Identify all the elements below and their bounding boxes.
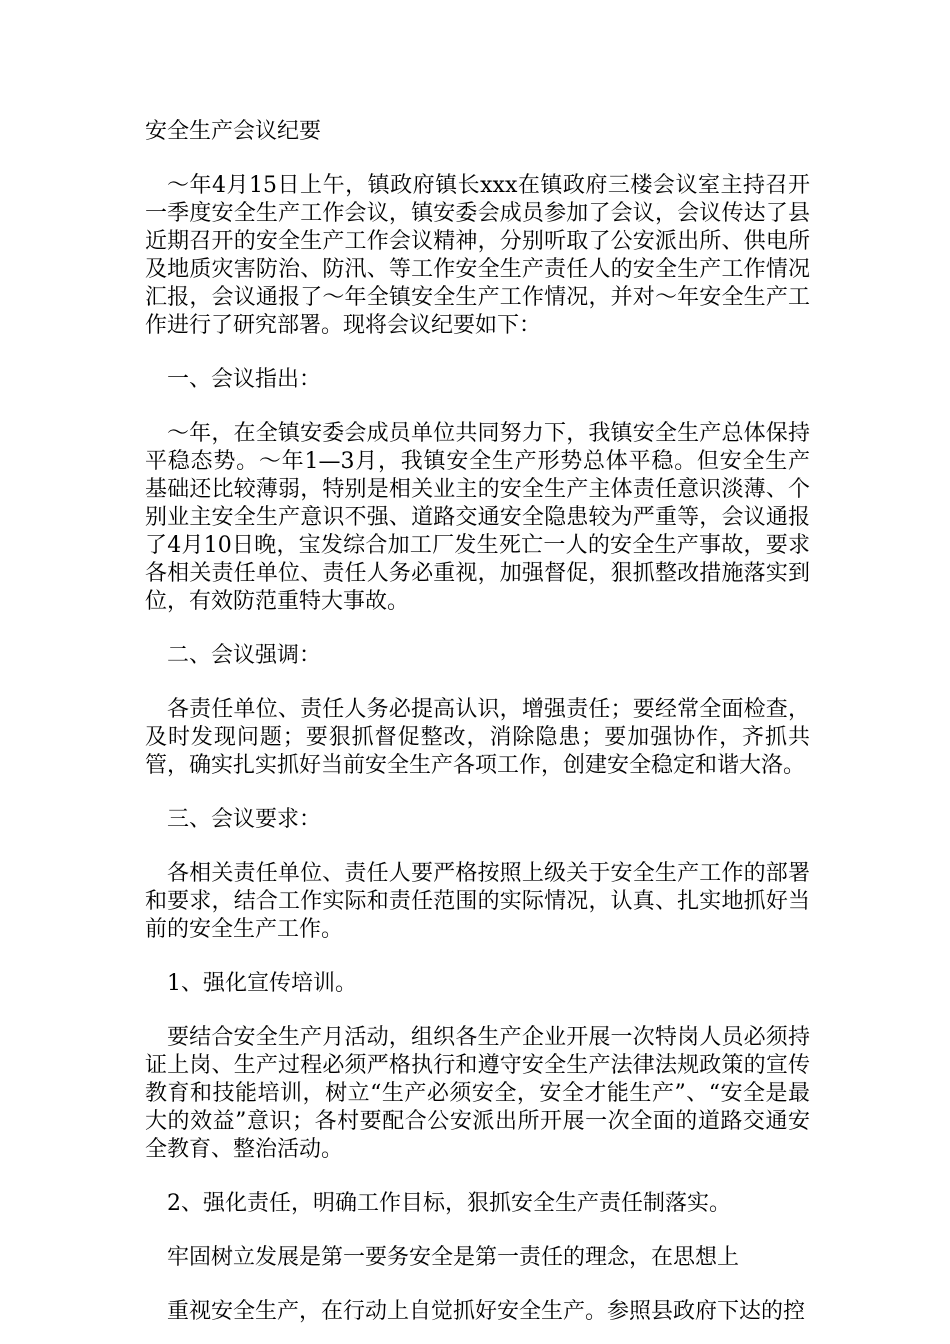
- section-heading-3: 三、会议要求：: [167, 807, 322, 832]
- paragraph-sub-2a: 牢固树立发展是第一要务安全是第一责任的理念，在思想上: [167, 1245, 740, 1270]
- paragraph-sub-1: 要结合安全生产月活动，组织各生产企业开展一次特岗人员必须持证上岗、生产过程必须严格执行和遵守安全生产法律法规政策的宣传教育和技能培训，树立“生产必须安全，安全才能生产”、“安全是最大的效益”意识；各村要配合公安派出所开展一次全面的道路交通安全教育、整治活动。: [145, 1025, 810, 1162]
- document-title: 安全生产会议纪要: [145, 119, 322, 144]
- paragraph-section-3: 各相关责任单位、责任人要严格按照上级关于安全生产工作的部署和要求，结合工作实际和责任范围的实际情况，认真、扎实地抓好当前的安全生产工作。: [145, 861, 810, 942]
- subheading-2: 2、强化责任，明确工作目标，狠抓安全生产责任制落实。: [167, 1191, 731, 1216]
- paragraph-section-2: 各责任单位、责任人务必提高认识，增强责任；要经常全面检查，及时发现问题；要狠抓督促整改，消除隐患；要加强协作，齐抓共管，确实扎实抓好当前安全生产各项工作，创建安全稳定和谐大洛。: [145, 697, 810, 778]
- section-heading-2: 二、会议强调：: [167, 643, 322, 668]
- document-page: [145, 118, 810, 1326]
- paragraph-intro: ～年4月15日上午，镇政府镇长xxx在镇政府三楼会议室主持召开一季度安全生产工作会议，镇安委会成员参加了会议，会议传达了县近期召开的安全生产工作会议精神，分别听取了公安派出所、供电所及地质灾害防治、防汛、等工作安全生产责任人的安全生产工作情况汇报，会议通报了～年全镇安全生产工作情况，并对～年安全生产工作进行了研究部署。现将会议纪要如下：: [145, 173, 810, 338]
- subheading-1: 1、强化宣传培训。: [167, 971, 357, 996]
- paragraph-section-1: ～年，在全镇安委会成员单位共同努力下，我镇安全生产总体保持平稳态势。～年1—3月，我镇安全生产形势总体平稳。但安全生产基础还比较薄弱，特别是相关业主的安全生产主体责任意识淡薄、个别业主安全生产意识不强、道路交通安全隐患较为严重等，会议通报了4月10日晚，宝发综合加工厂发生死亡一人的安全生产事故，要求各相关责任单位、责任人务必重视，加强督促，狠抓整改措施落实到位，有效防范重特大事故。: [145, 421, 810, 614]
- paragraph-sub-2b: 重视安全生产，在行动上自觉抓好安全生产。参照县政府下达的控: [167, 1299, 806, 1324]
- section-heading-1: 一、会议指出：: [167, 367, 322, 392]
